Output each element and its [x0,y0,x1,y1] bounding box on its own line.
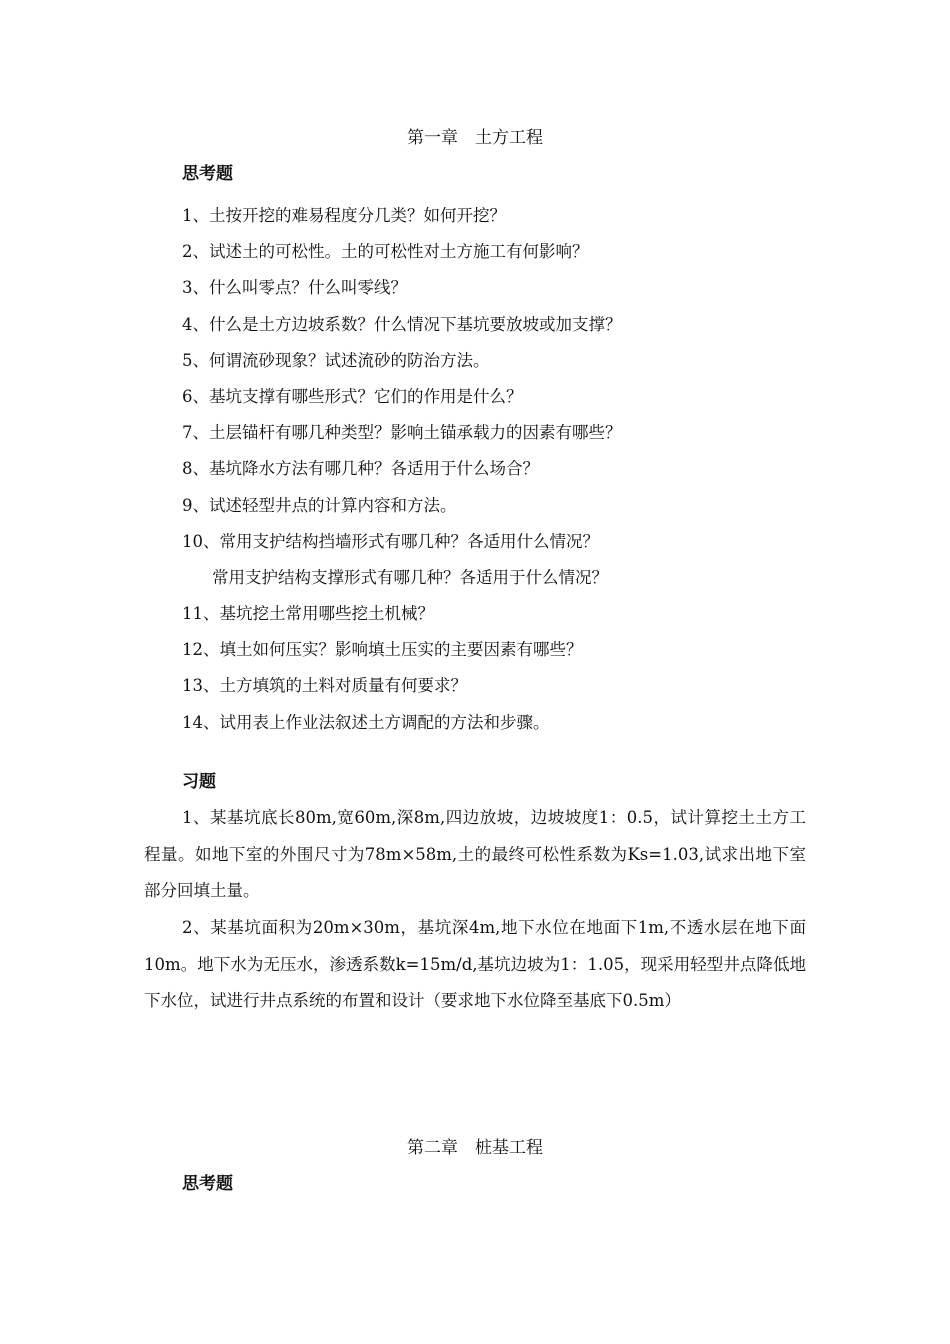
question-item: 4、什么是土方边坡系数？什么情况下基坑要放坡或加支撑？ [182,314,622,334]
question-item: 10、常用支护结构挡墙形式有哪几种？各适用什么情况？ [182,531,599,551]
question-item: 9、试述轻型井点的计算内容和方法。 [182,495,457,515]
question-item-continuation: 常用支护结构支撑形式有哪几种？各适用于什么情况？ [212,567,608,587]
chapter-2-title: 第二章 桩基工程 [407,1138,543,1158]
chapter-1-title: 第一章 土方工程 [407,128,543,148]
question-item: 8、基坑降水方法有哪几种？各适用于什么场合？ [182,459,539,479]
chapter-1-exercise-heading: 习题 [182,772,216,792]
exercise-paragraph-2: 2、某基坑面积为20m×30m，基坑深4m,地下水位在地面下1m,不透水层在地下面10m。地下水为无压水，渗透系数k=15m/d,基坑边坡为1：1.05，现采用轻型井点降低地下水位，试进行井点系统的布置和设计（要求地下水位降至基底下0.5m） [144,918,806,1010]
question-item: 7、土层锚杆有哪几种类型？影响土锚承载力的因素有哪些？ [182,423,622,443]
question-item: 11、基坑挖土常用哪些挖土机械？ [182,604,434,624]
question-item: 12、填土如何压实？影响填土压实的主要因素有哪些？ [182,640,583,660]
question-item: 14、试用表上作业法叙述土方调配的方法和步骤。 [182,712,550,732]
chapter-1-thinking-heading: 思考题 [182,164,233,184]
chapter-2-thinking-heading: 思考题 [182,1174,233,1194]
exercise-paragraph-1: 1、某基坑底长80m,宽60m,深8m,四边放坡，边坡坡度1：0.5，试计算挖土土方工程量。如地下室的外围尺寸为78m×58m,土的最终可松性系数为Ks=1.03,试求出地下室部分回填土量。 [144,808,806,900]
question-item: 3、什么叫零点？什么叫零线？ [182,278,407,298]
question-item: 6、基坑支撑有哪些形式？它们的作用是什么？ [182,386,523,406]
chapter-1-question-list [182,198,822,741]
question-item: 2、试述土的可松性。土的可松性对土方施工有何影响？ [182,242,589,262]
question-item: 5、何谓流砂现象？试述流砂的防治方法。 [182,350,490,370]
question-item: 1、土按开挖的难易程度分几类？如何开挖？ [182,206,506,225]
question-item: 13、土方填筑的土料对质量有何要求？ [182,676,467,696]
